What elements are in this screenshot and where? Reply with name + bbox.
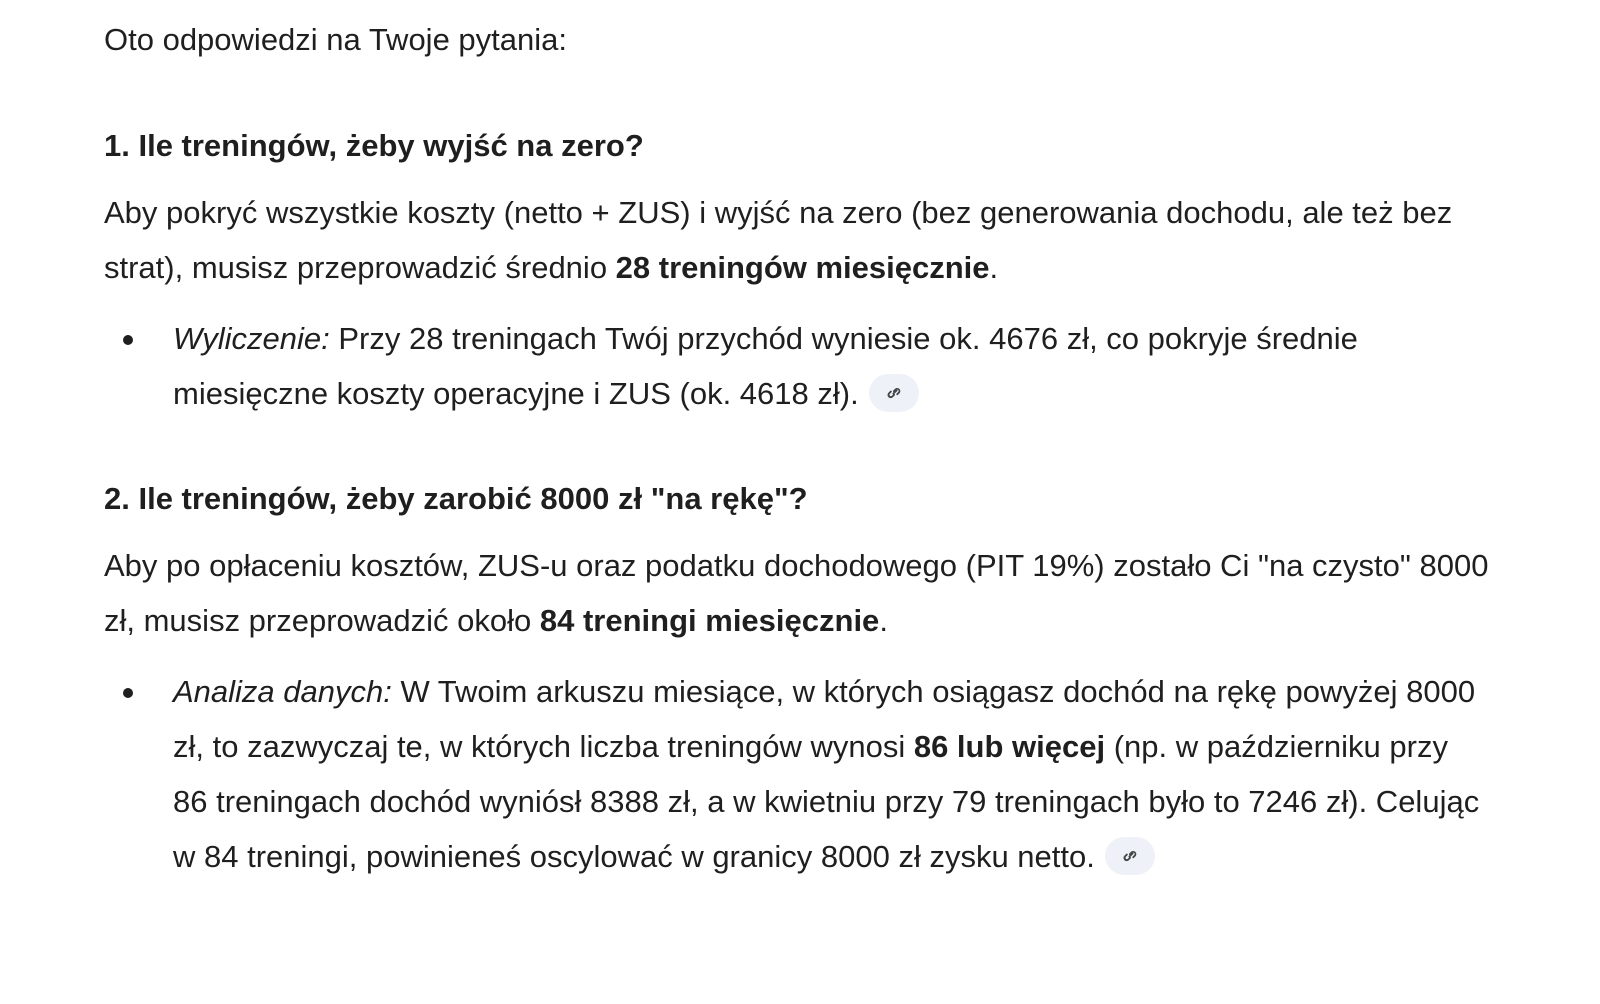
section2-bullet-text xyxy=(173,664,1483,884)
section2-heading: 2. Ile treningów, żeby zarobić 8000 zł "na rękę"? xyxy=(104,481,808,516)
section1-paragraph-end: . xyxy=(989,250,999,285)
section1-heading: 1. Ile treningów, żeby wyjść na zero? xyxy=(104,128,644,163)
source-link-chip[interactable] xyxy=(1105,837,1155,875)
section1-paragraph-text: Aby pokryć wszystkie koszty (netto + ZUS) i wyjść na zero (bez generowania dochodu, ale też bez strat), musisz przeprowadzić średnio xyxy=(104,195,1453,285)
section1-paragraph xyxy=(104,185,1504,295)
section2-paragraph xyxy=(104,538,1504,648)
section1-bullet-text xyxy=(173,311,1483,421)
section1-paragraph-bold: 28 treningów miesięcznie xyxy=(615,250,990,285)
section2-bullet-body-a: W Twoim arkuszu miesiące, w których osiągasz dochód na rękę powyżej 8000 zł, to zazwyczaj te, w których liczba treningów wynosi xyxy=(173,674,1476,764)
section2-paragraph-end: . xyxy=(879,603,888,638)
link-icon xyxy=(883,382,905,404)
source-link-chip[interactable] xyxy=(869,374,919,412)
section2-paragraph-bold: 84 treningi miesięcznie xyxy=(539,603,880,638)
section1-bullet-body: Przy 28 treningach Twój przychód wyniesie ok. 4676 zł, co pokryje średnie miesięczne koszty operacyjne i ZUS (ok. 4618 zł). xyxy=(173,321,1358,411)
section2-bullet-label: Analiza danych: xyxy=(173,674,392,709)
section2-bullet-bold: 86 lub więcej xyxy=(913,729,1106,764)
section2-paragraph-text: Aby po opłaceniu kosztów, ZUS-u oraz podatku dochodowego (PIT 19%) zostało Ci "na czysto" 8000 zł, musisz przeprowadzić około xyxy=(104,548,1489,638)
section2-bullet-body-b: (np. w październiku przy 86 treningach dochód wyniósł 8388 zł, a w kwietniu przy 79 treningach było to 7246 zł). Celując w 84 treningi, powinieneś oscylować w granicy 8000 zł zysku netto. xyxy=(173,729,1480,874)
section1-bullet-label: Wyliczenie: xyxy=(173,321,330,356)
intro-text: Oto odpowiedzi na Twoje pytania: xyxy=(104,22,568,57)
link-icon xyxy=(1119,845,1141,867)
bullet-dot xyxy=(123,688,133,698)
bullet-dot xyxy=(123,335,133,345)
